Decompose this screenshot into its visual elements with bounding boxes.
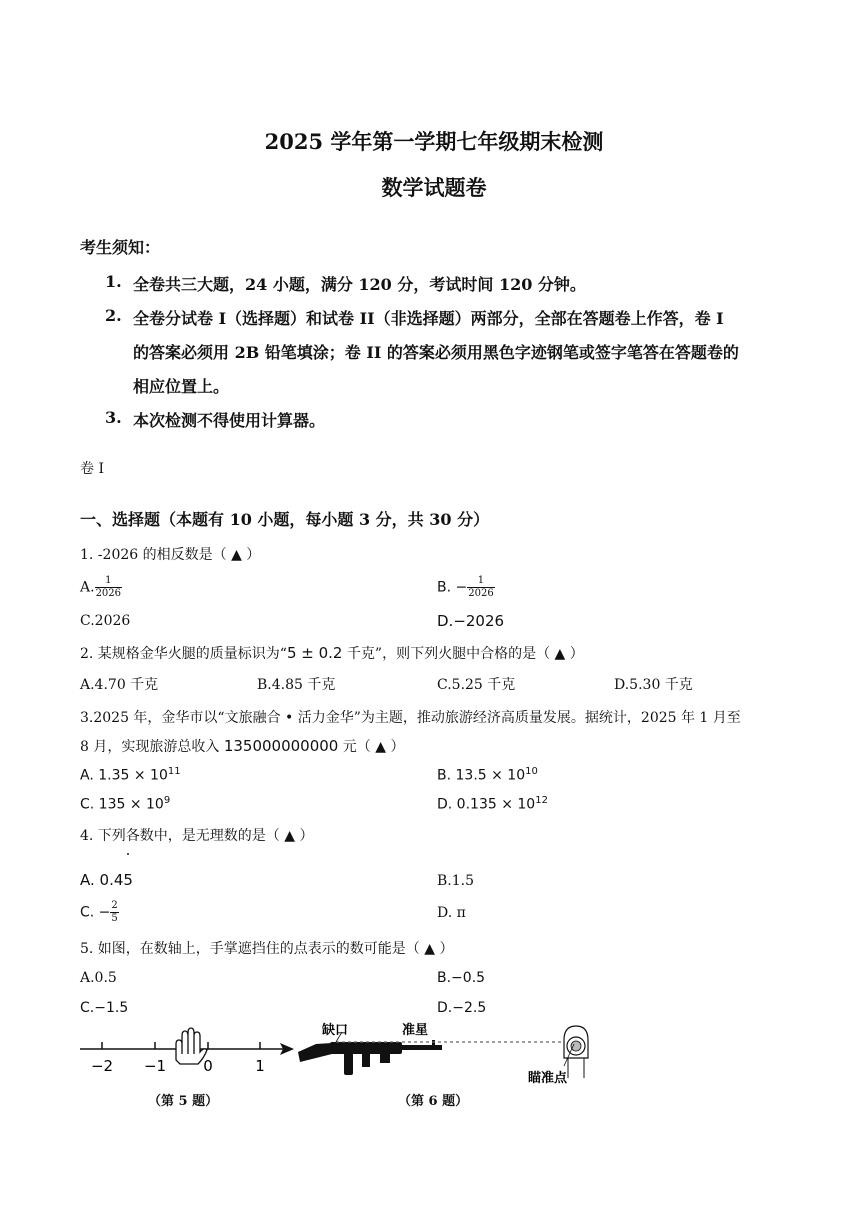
q4-repeating-dot bbox=[127, 853, 129, 855]
label-notch: 缺口 bbox=[322, 1023, 349, 1038]
notice-item-3-num: 3. bbox=[105, 408, 122, 427]
q1-option-b: B. − $\frac{1}{2026}$ bbox=[437, 575, 494, 599]
hand-icon bbox=[176, 1028, 207, 1064]
q1-option-b-fraction: $\frac{1}{2026}$ bbox=[468, 575, 494, 599]
q5-option-b: B.−0.5 bbox=[437, 970, 486, 986]
q5-option-d: D.−2.5 bbox=[437, 1000, 487, 1016]
figure-5-number-line bbox=[80, 1022, 295, 1084]
q2-stem: 2. 某规格金华火腿的质量标识为“5 ± 0.2 千克”，则下列火腿中合格的是（ ▲ ） bbox=[80, 644, 584, 662]
q3-option-a: A. $1.35 \times 10^{11}$ bbox=[80, 766, 181, 784]
q4-option-d: D. π bbox=[437, 905, 466, 921]
q2-option-a: A.4.70 千克 bbox=[80, 677, 159, 693]
q3-stem-line-1: 3.2025 年，金华市以“文旅融合 • 活力金华”为主题，推动旅游经济高质量发展。据统计，2025 年 1 月至 bbox=[80, 710, 741, 726]
notice-item-3-text: 本次检测不得使用计算器。 bbox=[133, 411, 326, 430]
q1-option-d: D.−2026 bbox=[437, 612, 505, 630]
figure-6-aiming-diagram bbox=[292, 1018, 602, 1090]
q4-stem: 4. 下列各数中，是无理数的是（ ▲ ） bbox=[80, 828, 314, 844]
rifle-icon bbox=[298, 1040, 442, 1075]
target-icon bbox=[564, 1026, 588, 1078]
q3-option-d: D. $0.135 \times 10^{12}$ bbox=[437, 795, 548, 813]
q2-option-d: D.5.30 千克 bbox=[614, 677, 693, 693]
label-aim-point: 瞄准点 bbox=[528, 1071, 568, 1086]
q2-option-b: B.4.85 千克 bbox=[257, 677, 336, 693]
figure-5-caption: （第 5 题） bbox=[148, 1094, 219, 1109]
exam-subtitle: 数学试题卷 bbox=[381, 175, 487, 200]
q3-stem-line-2: 8 月，实现旅游总收入 135000000000 元（ ▲ ） bbox=[80, 737, 405, 755]
notice-item-2-line-1: 全卷分试卷 I（选择题）和试卷 II（非选择题）两部分，全部在答题卷上作答，卷 I bbox=[133, 309, 724, 328]
tick-label-neg2: −2 bbox=[90, 1057, 114, 1075]
q5-option-a: A.0.5 bbox=[80, 970, 117, 986]
q2-option-c: C.5.25 千克 bbox=[437, 677, 516, 693]
q4-option-c: C. − $\frac{2}{5}$ bbox=[80, 900, 118, 924]
tick-label-0: 0 bbox=[203, 1057, 213, 1075]
q3-option-c: C. $135 \times 10^9$ bbox=[80, 795, 171, 813]
q4-option-b: B.1.5 bbox=[437, 873, 475, 889]
volume-label: 卷 I bbox=[80, 461, 104, 477]
notice-item-1-num: 1. bbox=[105, 272, 122, 291]
figure-6-caption: （第 6 题） bbox=[398, 1094, 469, 1109]
q3-option-b: B. $13.5 \times 10^{10}$ bbox=[437, 766, 538, 784]
notice-item-1-text: 全卷共三大题，24 小题，满分 120 分，考试时间 120 分钟。 bbox=[133, 275, 586, 294]
exam-title: 2025 学年第一学期七年级期末检测 bbox=[264, 129, 604, 154]
q1-stem: 1. -2026 的相反数是（ ▲ ） bbox=[80, 547, 261, 563]
q4-option-a: A. 0.45 bbox=[80, 871, 133, 889]
section-heading: 一、选择题（本题有 10 小题，每小题 3 分，共 30 分） bbox=[80, 510, 490, 529]
q1-option-a-fraction: $\frac{1}{2026}$ bbox=[95, 575, 122, 599]
notice-heading: 考生须知： bbox=[80, 238, 161, 257]
q1-option-c: C.2026 bbox=[80, 613, 131, 629]
notice-item-2-line-3: 相应位置上。 bbox=[133, 377, 230, 396]
notice-item-2-num: 2. bbox=[105, 306, 122, 325]
q4-option-c-fraction: $\frac{2}{5}$ bbox=[111, 900, 118, 924]
q5-stem: 5. 如图，在数轴上，手掌遮挡住的点表示的数可能是（ ▲ ） bbox=[80, 941, 454, 957]
label-front-sight: 准星 bbox=[402, 1023, 429, 1038]
q1-option-a: A. $\frac{1}{2026}$ bbox=[80, 575, 122, 599]
notice-item-2-line-2: 的答案必须用 2B 铅笔填涂；卷 II 的答案必须用黑色字迹钢笔或签字笔答在答题卷的 bbox=[133, 343, 739, 362]
tick-label-1: 1 bbox=[255, 1057, 265, 1075]
tick-label-neg1: −1 bbox=[143, 1057, 167, 1075]
q5-option-c: C.−1.5 bbox=[80, 1000, 129, 1016]
